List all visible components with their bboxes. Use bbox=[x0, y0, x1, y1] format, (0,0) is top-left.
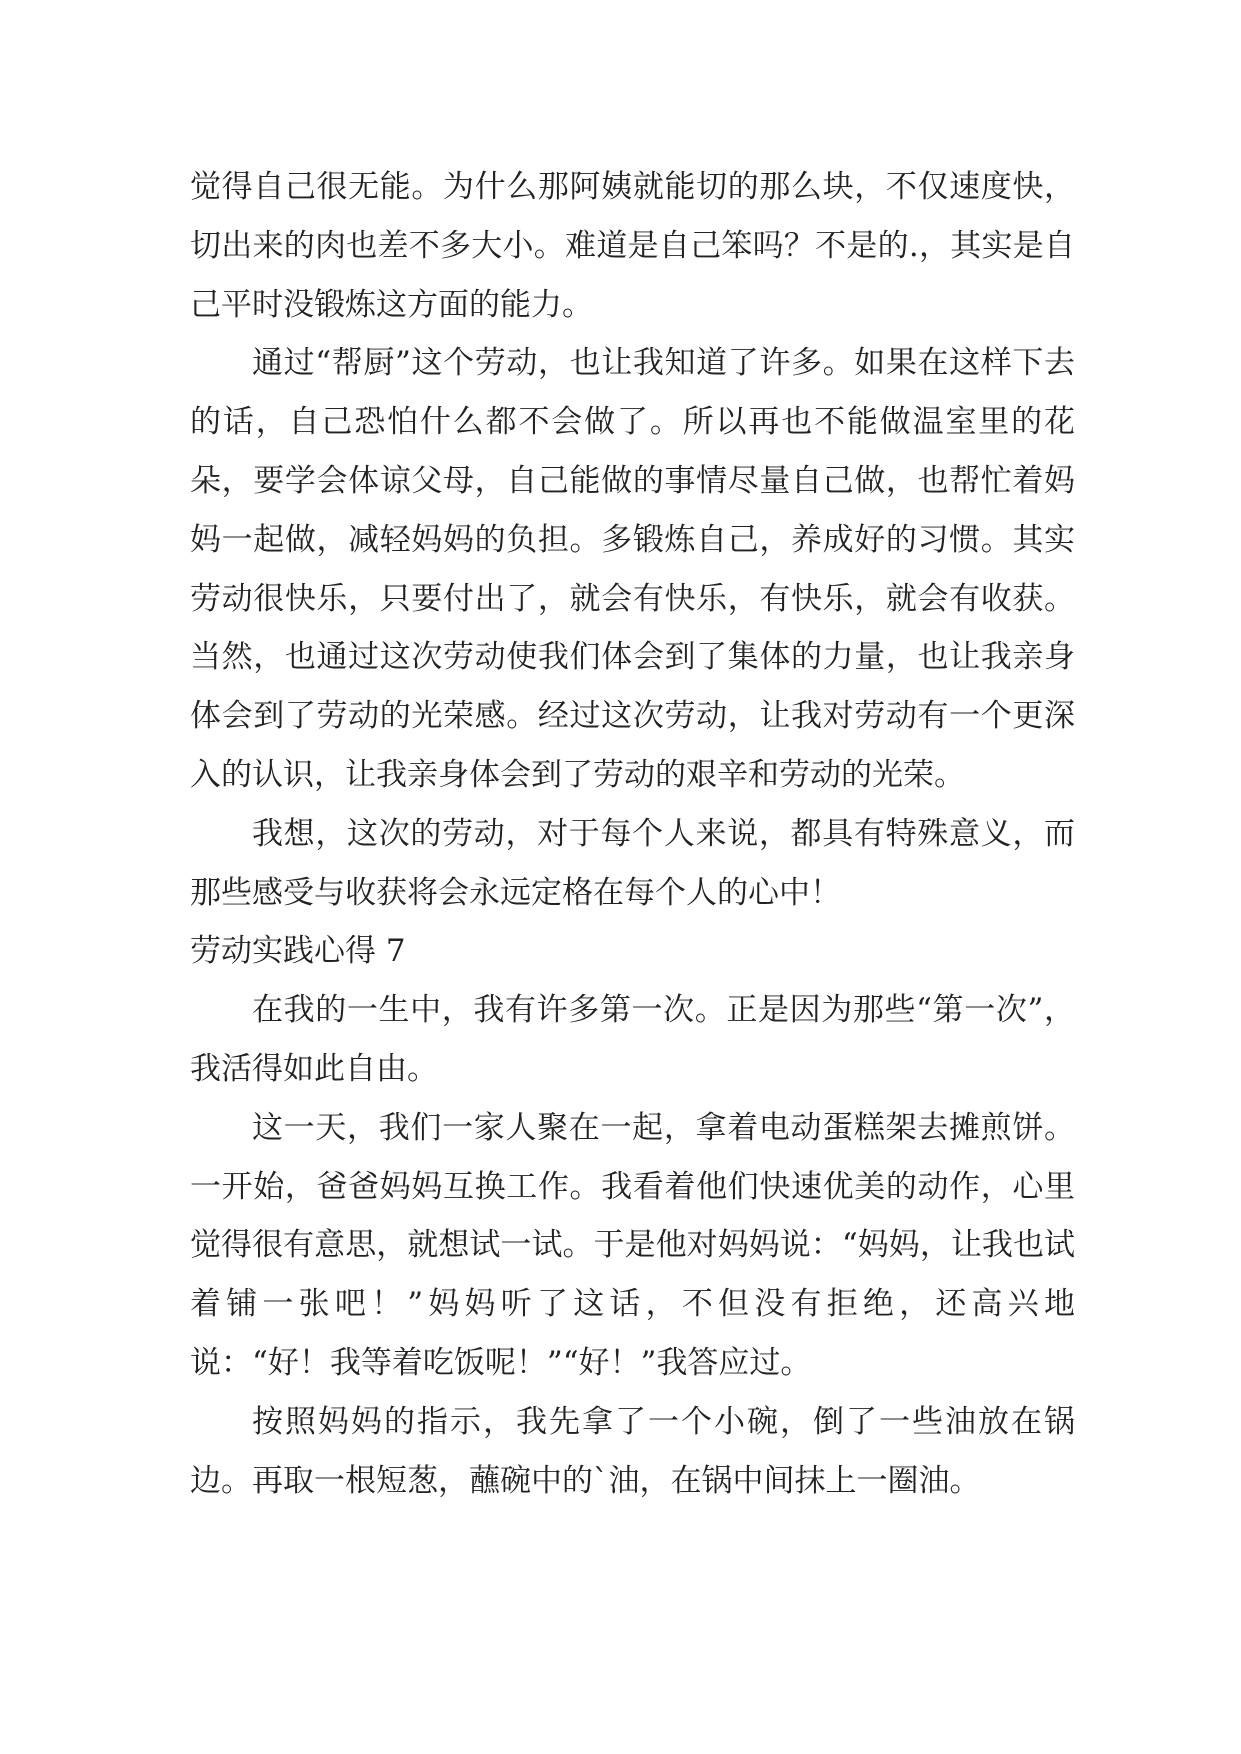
paragraph: 我想，这次的劳动，对于每个人来说，都具有特殊意义，而那些感受与收获将会永远定格在每个人的心中！ bbox=[190, 815, 1075, 911]
paragraph: 通过“帮厨”这个劳动，也让我知道了许多。如果在这样下去的话，自己恐怕什么都不会做了。所以再也不能做温室里的花朵，要学会体谅父母，自己能做的事情尽量自己做，也帮忙着妈妈一起做，减轻妈妈的负担。多锻炼自己，养成好的习惯。其实劳动很快乐，只要付出了，就会有快乐，有快乐，就会有收获。当然，也通过这次劳动使我们体会到了集体的力量，也让我亲身体会到了劳动的光荣感。经过这次劳动，让我对劳动有一个更深入的认识，让我亲身体会到了劳动的艰辛和劳动的光荣。 bbox=[190, 345, 1075, 793]
paragraph: 在我的一生中，我有许多第一次。正是因为那些“第一次”，我活得如此自由。 bbox=[190, 992, 1075, 1087]
paragraph-continuation: 觉得自己很无能。为什么那阿姨就能切的那么块，不仅速度快，切出来的肉也差不多大小。难道是自己笨吗？不是的.，其实是自己平时没锻炼这方面的能力。 bbox=[190, 169, 1075, 323]
paragraph: 按照妈妈的指示，我先拿了一个小碗，倒了一些油放在锅边。再取一根短葱，蘸碗中的`油，在锅中间抹上一圈油。 bbox=[190, 1403, 1075, 1499]
document-body bbox=[190, 158, 1075, 1510]
paragraph: 这一天，我们一家人聚在一起，拿着电动蛋糕架去摊煎饼。一开始，爸爸妈妈互换工作。我看着他们快速优美的动作，心里觉得很有意思，就想试一试。于是他对妈妈说：“妈妈，让我也试着铺一张吧！”妈妈听了这话，不但没有拒绝，还高兴地说：“好！我等着吃饭呢！”“好！”我答应过。 bbox=[190, 1109, 1075, 1381]
section-heading: 劳动实践心得 7 bbox=[190, 933, 406, 970]
